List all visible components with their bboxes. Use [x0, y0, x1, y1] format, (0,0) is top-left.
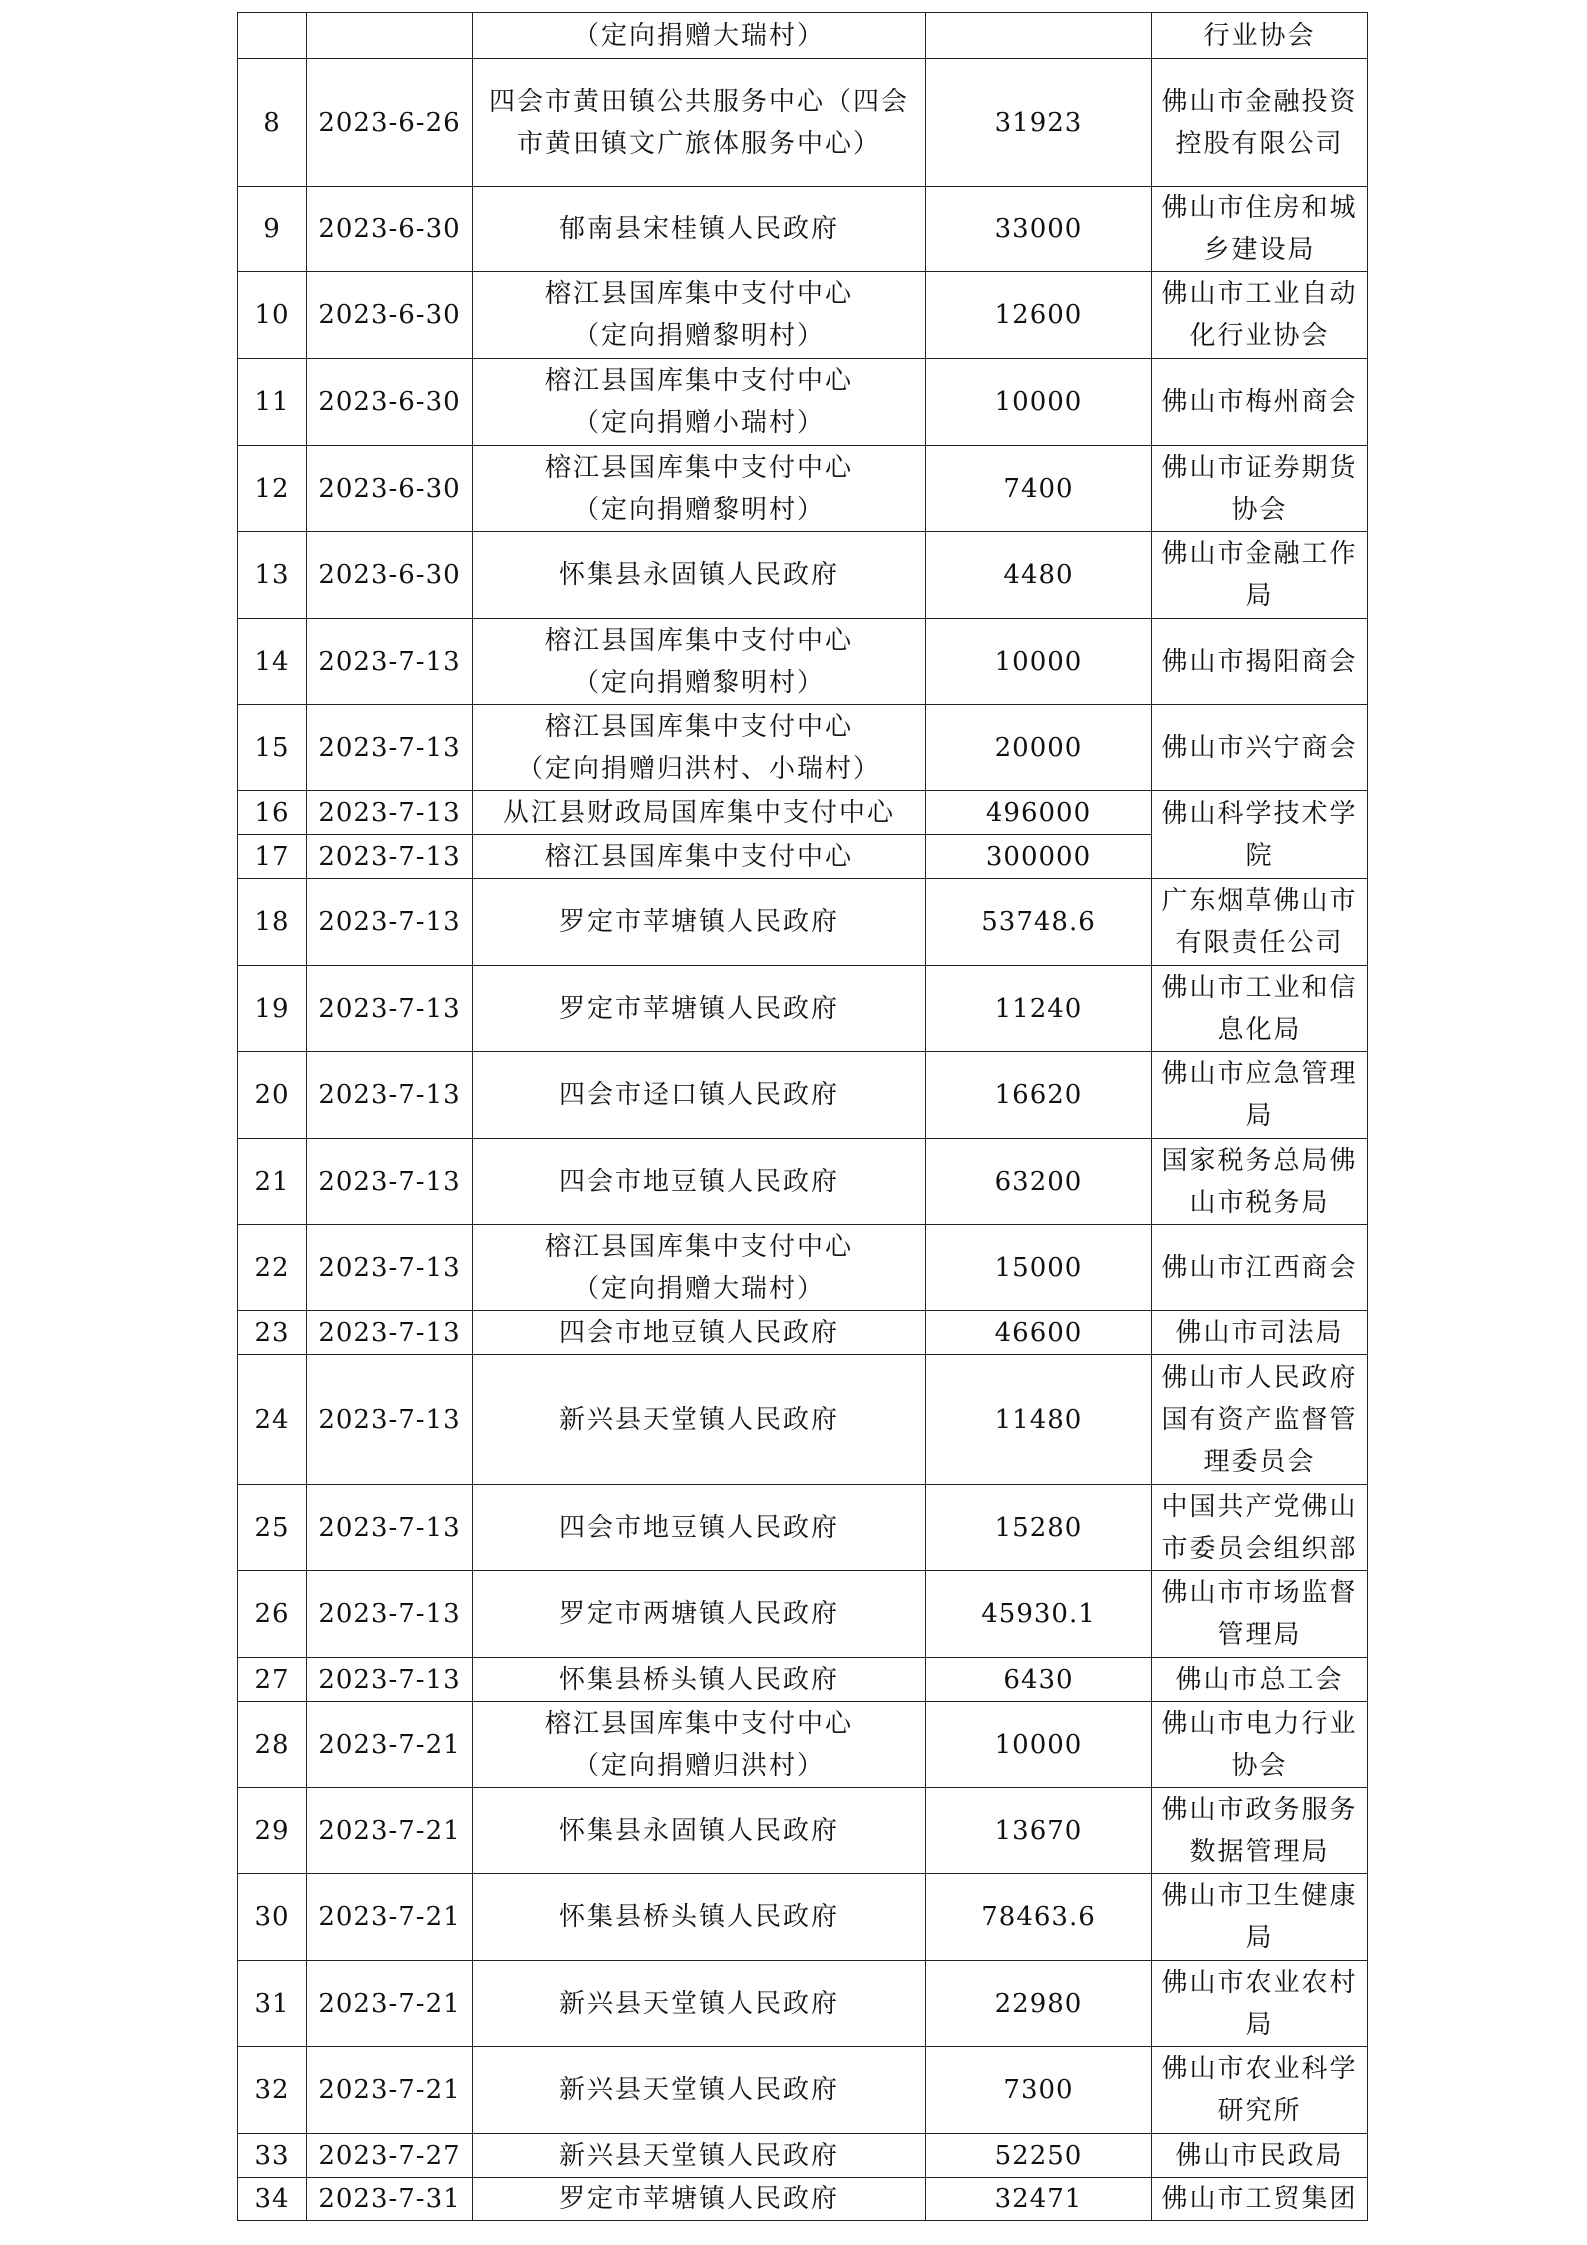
recipient-line: 新兴县天堂镇人民政府 [558, 2075, 839, 2105]
donor-line: 佛山市住房和城 [1161, 193, 1358, 223]
table-row [238, 1052, 1368, 1139]
recipient-line: 罗定市苹塘镇人民政府 [558, 2184, 839, 2214]
donation-amount: 15000 [926, 1225, 1152, 1311]
row-number: 30 [238, 1874, 307, 1961]
donor-line: 中国共产党佛山 [1161, 1491, 1358, 1522]
table-row [238, 966, 1368, 1052]
recipient-line: 四会市地豆镇人民政府 [558, 1317, 839, 1348]
donor-cell [1152, 187, 1368, 272]
donor-cell [1152, 966, 1368, 1052]
donor-cell [1152, 1052, 1368, 1139]
recipient-cell [473, 1311, 926, 1355]
donor-cell [1152, 1874, 1368, 1961]
donor-cell [1152, 619, 1368, 705]
donation-date: 2023-7-13 [307, 1658, 473, 1702]
row-number: 34 [238, 2178, 307, 2221]
table-row [238, 1961, 1368, 2047]
donation-date: 2023-7-13 [307, 1485, 473, 1571]
donation-date: 2023-7-13 [307, 1355, 473, 1485]
donor-cell [1152, 1139, 1368, 1225]
recipient-cell [473, 2178, 926, 2221]
table-row [238, 187, 1368, 272]
table-row [238, 359, 1368, 446]
donation-amount: 13670 [926, 1788, 1152, 1874]
donor-cell [1152, 59, 1368, 187]
donor-line: 佛山市卫生健康 [1161, 1881, 1358, 1911]
donation-date: 2023-7-21 [307, 2047, 473, 2134]
recipient-line: （定向捐赠大瑞村） [572, 1273, 825, 1304]
row-number: 33 [238, 2134, 307, 2178]
donation-amount: 52250 [926, 2134, 1152, 2178]
recipient-cell [473, 59, 926, 187]
donor-line: 化行业协会 [1189, 321, 1330, 351]
table-row [238, 1571, 1368, 1658]
donor-line: 佛山市政务服务 [1161, 1794, 1358, 1825]
recipient-cell [473, 446, 926, 532]
donor-line: 院 [1245, 840, 1274, 871]
donor-cell [1152, 1485, 1368, 1571]
recipient-line: 郁南县宋桂镇人民政府 [558, 214, 839, 244]
table-row [238, 879, 1368, 966]
recipient-line: 怀集县永固镇人民政府 [558, 560, 839, 590]
donation-amount: 10000 [926, 619, 1152, 705]
donation-amount: 7300 [926, 2047, 1152, 2134]
recipient-cell [473, 532, 926, 619]
donor-line: 佛山市农业农村 [1161, 1967, 1358, 1998]
row-number: 25 [238, 1485, 307, 1571]
row-number: 12 [238, 446, 307, 532]
donation-date: 2023-7-13 [307, 619, 473, 705]
recipient-line: 四会市地豆镇人民政府 [558, 1512, 839, 1543]
donor-line: 佛山市工业和信 [1161, 972, 1358, 1003]
row-number: 26 [238, 1571, 307, 1658]
donation-date: 2023-7-13 [307, 1052, 473, 1139]
recipient-cell [473, 1139, 926, 1225]
row-number: 9 [238, 187, 307, 272]
table-row [238, 532, 1368, 619]
donor-line: 管理局 [1217, 1620, 1302, 1650]
recipient-line: 新兴县天堂镇人民政府 [558, 1404, 839, 1435]
donation-amount: 32471 [926, 2178, 1152, 2221]
recipient-cell [473, 1961, 926, 2047]
donor-cell [1152, 272, 1368, 359]
row-number: 29 [238, 1788, 307, 1874]
donation-table [237, 12, 1368, 2221]
donor-cell [1152, 1702, 1368, 1788]
row-number: 24 [238, 1355, 307, 1485]
table-row [238, 1311, 1368, 1355]
donation-amount: 33000 [926, 187, 1152, 272]
donor-cell [1152, 2134, 1368, 2178]
donation-date: 2023-7-13 [307, 1311, 473, 1355]
donation-date: 2023-7-21 [307, 1788, 473, 1874]
table-row [238, 705, 1368, 791]
donor-cell [1152, 1355, 1368, 1485]
row-number: 17 [238, 835, 307, 879]
table-row [238, 2178, 1368, 2221]
table-row [238, 1485, 1368, 1571]
row-number: 23 [238, 1311, 307, 1355]
recipient-line: 榕江县国库集中支付中心 [544, 1231, 853, 1262]
donor-cell [1152, 2178, 1368, 2221]
donation-amount: 78463.6 [926, 1874, 1152, 1961]
donation-amount: 300000 [926, 835, 1152, 879]
recipient-cell [473, 1874, 926, 1961]
donation-amount: 10000 [926, 359, 1152, 446]
donor-line: 研究所 [1217, 2096, 1302, 2126]
donation-amount: 11480 [926, 1355, 1152, 1485]
donation-amount [926, 13, 1152, 59]
donor-line: 国家税务总局佛 [1161, 1145, 1358, 1176]
donation-date: 2023-7-13 [307, 966, 473, 1052]
recipient-line: （定向捐赠黎明村） [572, 667, 825, 698]
donation-amount: 10000 [926, 1702, 1152, 1788]
donor-line: 乡建设局 [1203, 235, 1316, 265]
donation-amount: 12600 [926, 272, 1152, 359]
table-row [238, 1355, 1368, 1485]
donation-date: 2023-7-13 [307, 705, 473, 791]
recipient-cell [473, 705, 926, 791]
donation-amount: 63200 [926, 1139, 1152, 1225]
donor-line: 理委员会 [1203, 1446, 1316, 1477]
recipient-line: 罗定市苹塘镇人民政府 [558, 993, 839, 1024]
recipient-line: 罗定市两塘镇人民政府 [558, 1599, 839, 1629]
table-row [238, 1788, 1368, 1874]
row-number: 22 [238, 1225, 307, 1311]
recipient-line: （定向捐赠黎明村） [572, 494, 825, 525]
donation-date: 2023-6-30 [307, 272, 473, 359]
recipient-cell [473, 359, 926, 446]
recipient-line: 榕江县国库集中支付中心 [544, 279, 853, 309]
table-row [238, 59, 1368, 187]
recipient-line: 新兴县天堂镇人民政府 [558, 1988, 839, 2019]
donor-line: 佛山市江西商会 [1161, 1252, 1358, 1283]
donation-date: 2023-6-30 [307, 187, 473, 272]
donor-cell [1152, 1311, 1368, 1355]
donation-date: 2023-7-13 [307, 1571, 473, 1658]
donor-line: 局 [1245, 2009, 1274, 2040]
donor-cell [1152, 1225, 1368, 1311]
donation-date: 2023-7-21 [307, 1702, 473, 1788]
table-row [238, 446, 1368, 532]
donor-line: 山市税务局 [1189, 1187, 1330, 1218]
recipient-line: 榕江县国库集中支付中心 [544, 711, 853, 742]
recipient-line: 榕江县国库集中支付中心 [544, 625, 853, 656]
donation-date: 2023-7-27 [307, 2134, 473, 2178]
row-number: 20 [238, 1052, 307, 1139]
donation-amount: 31923 [926, 59, 1152, 187]
table-row [238, 272, 1368, 359]
recipient-cell [473, 1658, 926, 1702]
recipient-cell [473, 2134, 926, 2178]
recipient-line: （定向捐赠黎明村） [572, 321, 825, 351]
recipient-cell [473, 1702, 926, 1788]
recipient-cell [473, 966, 926, 1052]
donor-cell [1152, 1961, 1368, 2047]
donor-cell [1152, 359, 1368, 446]
donor-line: 佛山市市场监督 [1161, 1578, 1358, 1608]
recipient-line: 四会市迳口镇人民政府 [558, 1080, 839, 1110]
donor-line: 佛山市农业科学 [1161, 2054, 1358, 2084]
table-row [238, 2134, 1368, 2178]
donation-amount: 11240 [926, 966, 1152, 1052]
recipient-line: 怀集县桥头镇人民政府 [558, 1902, 839, 1932]
donor-line: 佛山市金融工作 [1161, 539, 1358, 569]
row-number: 16 [238, 791, 307, 835]
recipient-line: 四会市地豆镇人民政府 [558, 1166, 839, 1197]
recipient-line: （定向捐赠归洪村、小瑞村） [516, 753, 881, 784]
recipient-line: 从江县财政局国库集中支付中心 [502, 797, 895, 828]
donor-line: 佛山市兴宁商会 [1161, 732, 1358, 763]
recipient-cell [473, 1355, 926, 1485]
recipient-line: 新兴县天堂镇人民政府 [558, 2140, 839, 2171]
recipient-cell [473, 272, 926, 359]
table-row [238, 619, 1368, 705]
donation-amount: 4480 [926, 532, 1152, 619]
donation-amount: 22980 [926, 1961, 1152, 2047]
donor-line: 佛山市揭阳商会 [1161, 646, 1358, 677]
donor-line: 广东烟草佛山市 [1161, 886, 1358, 916]
recipient-cell [473, 1571, 926, 1658]
donor-line: 局 [1245, 1923, 1274, 1953]
donation-date: 2023-6-30 [307, 359, 473, 446]
table-row [238, 2047, 1368, 2134]
donor-cell [1152, 13, 1368, 59]
recipient-cell [473, 187, 926, 272]
donor-line: 佛山市司法局 [1175, 1317, 1344, 1348]
donor-line: 佛山市工业自动 [1161, 279, 1358, 309]
donation-amount: 53748.6 [926, 879, 1152, 966]
recipient-line: （定向捐赠归洪村） [572, 1750, 825, 1781]
table-row [238, 791, 1368, 835]
donation-date: 2023-7-21 [307, 1874, 473, 1961]
donation-date: 2023-7-13 [307, 1139, 473, 1225]
donor-cell [1152, 879, 1368, 966]
donation-date: 2023-7-13 [307, 835, 473, 879]
row-number: 10 [238, 272, 307, 359]
donation-amount: 6430 [926, 1658, 1152, 1702]
donor-cell [1152, 705, 1368, 791]
donation-date: 2023-6-30 [307, 532, 473, 619]
donor-line: 局 [1245, 581, 1274, 611]
donor-line: 佛山市人民政府 [1161, 1362, 1358, 1393]
donor-line: 国有资产监督管 [1161, 1404, 1358, 1435]
table-row [238, 1225, 1368, 1311]
recipient-line: 四会市黄田镇公共服务中心（四会 [488, 86, 909, 117]
table-row [238, 1139, 1368, 1225]
donation-amount: 45930.1 [926, 1571, 1152, 1658]
recipient-line: 市黄田镇文广旅体服务中心） [516, 128, 881, 159]
donor-line: 佛山科学技术学 [1161, 798, 1358, 829]
recipient-cell [473, 1485, 926, 1571]
recipient-line: 榕江县国库集中支付中心 [544, 841, 853, 872]
donation-date: 2023-7-13 [307, 1225, 473, 1311]
donation-amount: 16620 [926, 1052, 1152, 1139]
donor-line: 协会 [1231, 1750, 1288, 1781]
table-row [238, 1658, 1368, 1702]
recipient-cell [473, 1052, 926, 1139]
donor-cell [1152, 2047, 1368, 2134]
donation-amount: 7400 [926, 446, 1152, 532]
recipient-cell [473, 791, 926, 835]
recipient-line: 榕江县国库集中支付中心 [544, 1708, 853, 1739]
donation-amount: 15280 [926, 1485, 1152, 1571]
row-number: 14 [238, 619, 307, 705]
recipient-cell [473, 13, 926, 59]
row-number: 28 [238, 1702, 307, 1788]
donor-cell [1152, 1788, 1368, 1874]
table-body [238, 13, 1368, 2221]
donor-line: 佛山市总工会 [1175, 1664, 1344, 1695]
recipient-line: 怀集县永固镇人民政府 [558, 1815, 839, 1846]
donation-date: 2023-6-26 [307, 59, 473, 187]
donor-line: 有限责任公司 [1175, 928, 1344, 958]
recipient-line: 罗定市苹塘镇人民政府 [558, 907, 839, 937]
donor-line: 行业协会 [1203, 20, 1316, 51]
row-number: 15 [238, 705, 307, 791]
recipient-line: 榕江县国库集中支付中心 [544, 452, 853, 483]
donation-date: 2023-7-13 [307, 791, 473, 835]
donation-date: 2023-6-30 [307, 446, 473, 532]
donation-amount: 20000 [926, 705, 1152, 791]
table-row [238, 1702, 1368, 1788]
table-row [238, 1874, 1368, 1961]
donor-cell [1152, 1571, 1368, 1658]
donor-line: 佛山市民政局 [1175, 2140, 1344, 2171]
donation-date: 2023-7-13 [307, 879, 473, 966]
donation-date: 2023-7-21 [307, 1961, 473, 2047]
row-number: 13 [238, 532, 307, 619]
donor-line: 佛山市应急管理 [1161, 1059, 1358, 1089]
row-number: 21 [238, 1139, 307, 1225]
recipient-cell [473, 1225, 926, 1311]
donor-cell [1152, 446, 1368, 532]
donor-line: 佛山市金融投资 [1161, 86, 1358, 117]
recipient-cell [473, 2047, 926, 2134]
recipient-line: （定向捐赠大瑞村） [572, 20, 825, 51]
recipient-line: 榕江县国库集中支付中心 [544, 366, 853, 396]
donor-line: 佛山市证券期货 [1161, 452, 1358, 483]
recipient-line: （定向捐赠小瑞村） [572, 408, 825, 438]
row-number: 18 [238, 879, 307, 966]
donation-date: 2023-7-31 [307, 2178, 473, 2221]
recipient-cell [473, 1788, 926, 1874]
donor-line: 佛山市梅州商会 [1161, 387, 1358, 417]
recipient-line: 怀集县桥头镇人民政府 [558, 1664, 839, 1695]
recipient-cell [473, 879, 926, 966]
row-number: 31 [238, 1961, 307, 2047]
row-number: 19 [238, 966, 307, 1052]
donor-line: 佛山市工贸集团 [1161, 2184, 1358, 2214]
donor-line: 协会 [1231, 494, 1288, 525]
row-number: 11 [238, 359, 307, 446]
donor-line: 佛山市电力行业 [1161, 1708, 1358, 1739]
donor-cell [1152, 791, 1368, 879]
donation-amount: 496000 [926, 791, 1152, 835]
table-row [238, 13, 1368, 59]
row-number: 27 [238, 1658, 307, 1702]
donor-line: 数据管理局 [1189, 1836, 1330, 1867]
donation-amount: 46600 [926, 1311, 1152, 1355]
recipient-cell [473, 835, 926, 879]
donor-line: 控股有限公司 [1175, 128, 1344, 159]
donor-line: 局 [1245, 1101, 1274, 1131]
row-number: 32 [238, 2047, 307, 2134]
recipient-cell [473, 619, 926, 705]
donor-line: 息化局 [1217, 1014, 1302, 1045]
donor-cell [1152, 532, 1368, 619]
donation-date [307, 13, 473, 59]
row-number: 8 [238, 59, 307, 187]
donor-cell [1152, 1658, 1368, 1702]
row-number [238, 13, 307, 59]
donor-line: 市委员会组织部 [1161, 1533, 1358, 1564]
